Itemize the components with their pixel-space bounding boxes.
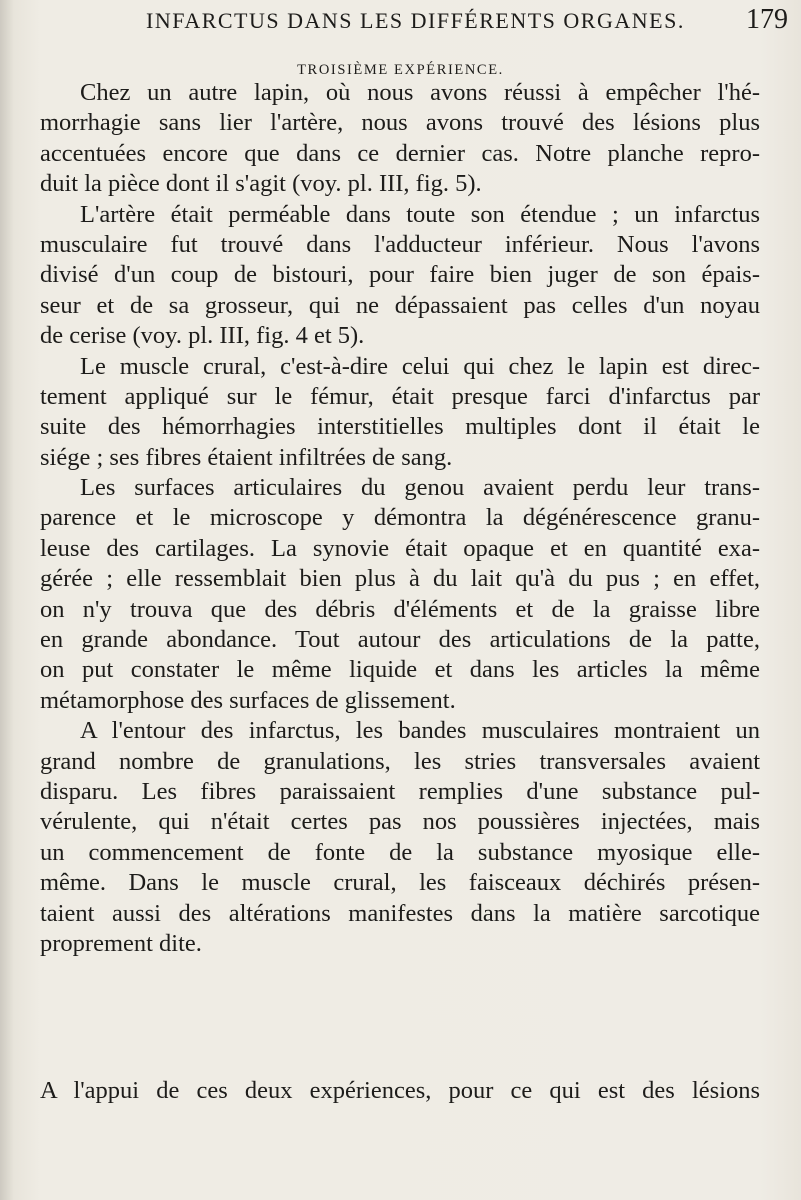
gutter-shadow: [0, 0, 14, 1200]
text-line: de cerise (voy. pl. III, fig. 4 et 5).: [40, 322, 365, 350]
running-title: INFARCTUS DANS LES DIFFÉRENTS ORGANES.: [146, 8, 685, 33]
running-head: [96, 4, 796, 38]
section-title: TROISIÈME EXPÉRIENCE.: [297, 62, 504, 78]
text-line: parence et le microscope y démontra la dégénérescence granu-: [40, 504, 760, 532]
text-line: Chez un autre lapin, où nous avons réussi à empêcher l'hé-: [80, 79, 760, 106]
text-line: leuse des cartilages. La synovie était opaque et en quantité exa-: [40, 534, 760, 562]
text-line: métamorphose des surfaces de glissement.: [40, 686, 456, 714]
text-line: tement appliqué sur le fémur, était presque farci d'infarctus par: [40, 382, 760, 410]
text-line: A l'appui de ces deux expériences, pour ce qui est des lésions: [40, 1077, 760, 1104]
text-line: musculaire fut trouvé dans l'adducteur inférieur. Nous l'avons: [40, 230, 760, 258]
text-line: A l'entour des infarctus, les bandes musculaires montraient un: [80, 717, 760, 745]
text-line: gérée ; elle ressemblait bien plus à du lait qu'à du pus ; en effet,: [40, 565, 760, 593]
text-line: siége ; ses fibres étaient infiltrées de sang.: [40, 443, 453, 471]
text-line: divisé d'un coup de bistouri, pour faire bien juger de son épais-: [40, 261, 760, 289]
text-line: proprement dite.: [40, 929, 202, 957]
text-line: en grande abondance. Tout autour des articulations de la patte,: [40, 626, 760, 654]
text-line: L'artère était perméable dans toute son étendue ; un infarctus: [80, 200, 760, 228]
text-line: on put constater le même liquide et dans les articles la même: [40, 656, 760, 684]
text-line: vérulente, qui n'était certes pas nos poussières injectées, mais: [40, 808, 760, 836]
text-line: seur et de sa grosseur, qui ne dépassaient pas celles d'un noyau: [40, 291, 760, 319]
text-line: suite des hémorrhagies interstitielles multiples dont il était le: [40, 413, 760, 441]
text-line: Les surfaces articulaires du genou avaient perdu leur trans-: [80, 474, 760, 502]
text-line: disparu. Les fibres paraissaient remplies d'une substance pul-: [40, 777, 760, 805]
text-line: on n'y trouva que des débris d'éléments et de la graisse libre: [40, 595, 760, 623]
text-line: duit la pièce dont il s'agit (voy. pl. III, fig. 5).: [40, 170, 482, 198]
text-line: morrhagie sans lier l'artère, nous avons trouvé des lésions plus: [40, 109, 760, 137]
text-line: taient aussi des altérations manifestes dans la matière sarcotique: [40, 899, 760, 927]
text-line: grand nombre de granulations, les stries transversales avaient: [40, 747, 760, 775]
text-line: même. Dans le muscle crural, les faisceaux déchirés présen-: [40, 869, 760, 897]
text-line: accentuées encore que dans ce dernier cas. Notre planche repro-: [40, 139, 760, 167]
page-number: 179: [746, 4, 788, 35]
body-text: [40, 78, 760, 959]
text-line: un commencement de fonte de la substance myosique elle-: [40, 838, 760, 866]
text-line: Le muscle crural, c'est-à-dire celui qui chez le lapin est direc-: [80, 352, 760, 380]
